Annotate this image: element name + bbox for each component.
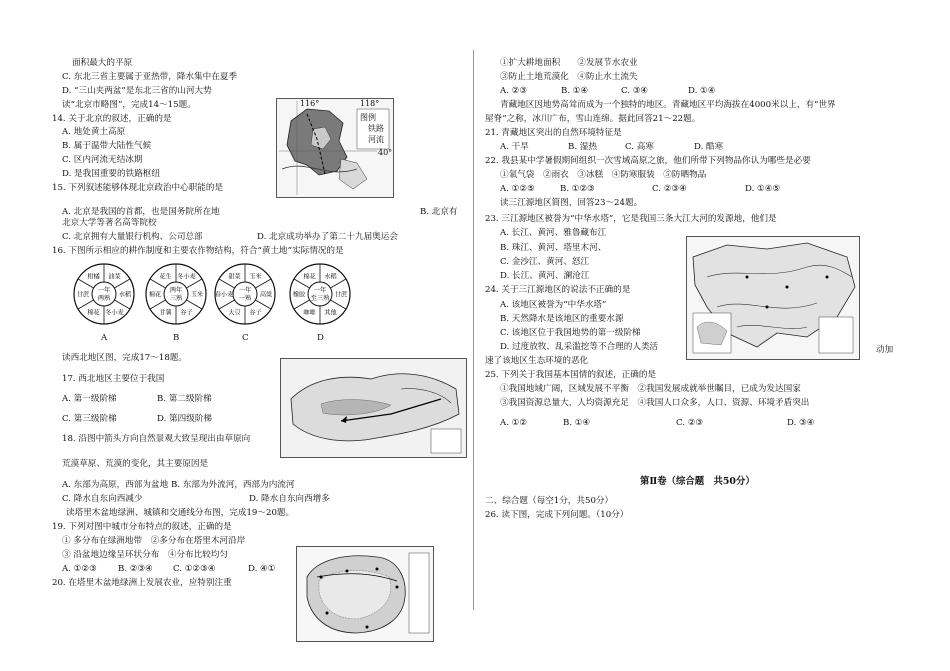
crop-wheel-1-item-5: 花生 xyxy=(159,273,172,281)
crop-wheel-3-item-0: 水稻 xyxy=(324,273,337,281)
left-line-33: C. ①②③④ xyxy=(173,564,216,574)
right-line-35: B. ①④ xyxy=(563,418,591,428)
right-line-12: D. 酷寒 xyxy=(694,142,724,152)
left-line-8: D. 是我国重要的铁路枢纽 xyxy=(62,169,160,179)
left-line-23: A. 东部为高原，西部为盆地 xyxy=(62,480,169,490)
left-line-24: B. 东部为外流河，西部为内流河 xyxy=(171,480,295,490)
left-line-19: C. 第三级阶梯 xyxy=(62,414,117,424)
crop-wheel-letter-1: B xyxy=(173,333,180,343)
left-line-28: 19. 下列对图中城市分布特点的叙述，正确的是 xyxy=(52,522,232,532)
right-line-17: C. ②③④ xyxy=(652,184,687,194)
left-line-12: C. 北京拥有大量银行机构、公司总部 xyxy=(62,232,203,242)
left-line-4: 14. 关于北京的叙述，正确的是 xyxy=(52,114,172,124)
left-line-16: 17. 西北地区主要位于我国 xyxy=(62,374,165,384)
left-line-29: ① 多分布在绿洲地带 ②多分布在塔里木河沿岸 xyxy=(62,536,246,546)
q15-option-b: B. 北京有 xyxy=(420,207,458,217)
crop-wheel-0-item-5: 柑橘 xyxy=(87,273,100,281)
right-line-5: D. ①④ xyxy=(688,86,716,96)
left-line-18: B. 第二级阶梯 xyxy=(157,394,212,404)
left-line-2: D. “三山夹两盆”是东北三省的山河大势 xyxy=(62,86,212,96)
right-line-24: D. 长江、黄河、澜沧江 xyxy=(500,271,590,281)
left-line-30: ③ 沿盆地边缘呈环状分布 ④分布比较均匀 xyxy=(62,550,229,560)
right-line-30: 速了该地区生态环境的恶化 xyxy=(485,356,589,366)
left-line-3: 读“北京市略图”，完成14～15题。 xyxy=(62,100,196,110)
sanjiangyuan-map-figure xyxy=(686,236,860,360)
left-line-34: D. ④① xyxy=(248,564,276,574)
crop-wheel-1-item-2: 谷子 xyxy=(180,309,193,317)
crop-wheel-0-item-1: 水稻 xyxy=(118,291,132,299)
left-line-0: 面积最大的平原 xyxy=(72,58,133,68)
right-line-40: 26. 读下图，完成下列问题。（10分） xyxy=(485,510,629,520)
right-line-38: 第Ⅱ卷（综合题 共50分） xyxy=(640,476,755,487)
crop-wheel-3 xyxy=(287,261,353,327)
right-line-4: C. ③④ xyxy=(621,86,649,96)
right-line-0: ①扩大耕地面积 ②发展节水农业 xyxy=(500,58,638,68)
right-line-2: A. ②③ xyxy=(500,86,528,96)
q24-line-tail: 动加 xyxy=(876,345,894,355)
right-line-10: B. 湿热 xyxy=(568,142,597,152)
right-line-13: 22. 我县某中学暑假期间组织一次雪域高原之旅，他们所带下列物品你认为哪些是必要 xyxy=(485,156,811,166)
crop-wheel-1-item-0: 冬小麦 xyxy=(177,273,196,281)
beijing-legend-title: 图例 xyxy=(360,113,376,122)
right-line-28: C. 该地区位于我国地势的第一级阶梯 xyxy=(500,328,641,338)
crop-wheel-1-item-3: 甘薯 xyxy=(159,309,172,317)
right-line-29: D. 过度放牧、乱采滥挖等不合理的人类活 xyxy=(500,342,659,352)
crop-wheel-0-item-0: 油菜 xyxy=(108,273,121,281)
left-line-14: 16. 下图所示相应的耕作制度和主要农作物结构，符合“黄土地”实际情况的是 xyxy=(52,246,344,256)
right-line-9: A. 干旱 xyxy=(500,142,529,152)
left-line-31: A. ①②③ xyxy=(62,564,97,574)
crop-wheel-2-item-4: 春小麦 xyxy=(214,291,234,299)
crop-wheel-0 xyxy=(71,261,137,327)
crop-wheel-1 xyxy=(143,261,209,327)
right-line-7: 屋脊”之称，冰川广布，雪山连绵。据此回答21～22题。 xyxy=(485,114,701,124)
left-line-6: B. 属于温带大陆性气候 xyxy=(62,141,152,151)
left-line-25: C. 降水自东向西减少 xyxy=(62,494,143,504)
right-line-1: ③防止土地荒漠化 ④防止水土流失 xyxy=(500,72,638,82)
tarim-basin-map-figure xyxy=(296,546,434,642)
right-line-15: A. ①②⑤ xyxy=(500,184,535,194)
crop-wheel-2-item-5: 甜菜 xyxy=(228,273,241,281)
right-line-39: 二、综合题（每空1分，共50分） xyxy=(485,496,614,506)
crop-wheel-0-item-3: 棉花 xyxy=(87,309,100,317)
right-line-31: 25. 下列关于我国基本国情的叙述，正确的是 xyxy=(485,370,657,380)
crop-wheel-2-center-1: 一熟 xyxy=(238,295,252,302)
left-line-7: C. 区内河流无结冰期 xyxy=(62,155,143,165)
crop-wheel-1-item-4: 棉花 xyxy=(148,291,162,299)
crop-wheel-2 xyxy=(212,261,278,327)
right-line-25: 24. 关于三江源地区的说法不正确的是 xyxy=(485,285,631,295)
right-line-26: A. 该地区被誉为“中华水塔” xyxy=(500,300,607,310)
right-line-16: B. ①②③ xyxy=(560,184,595,194)
beijing-lat: 40° xyxy=(378,148,393,157)
right-line-32: ①我国地域广阔，区域发展不平衡 ②我国发展成就举世瞩目，已成为发达国家 xyxy=(500,384,801,394)
left-line-35: 20. 在塔里木盆地绿洲上发展农业，应特别注重 xyxy=(52,578,232,588)
crop-wheel-0-item-4: 甘蔗 xyxy=(76,291,90,299)
crop-wheel-0-center-0: 一年 xyxy=(97,287,111,294)
beijing-legend-rail: 铁路 xyxy=(368,124,384,133)
crop-wheel-letter-3: D xyxy=(317,333,324,343)
left-line-20: D. 第四级阶梯 xyxy=(157,414,213,424)
right-line-22: B. 珠江、黄河、塔里木河、 xyxy=(500,243,607,253)
left-line-10: A. 北京是我国的首都，也是国务院所在地 xyxy=(62,207,220,217)
crop-wheel-3-item-3: 咖啡 xyxy=(303,309,316,317)
crop-wheel-1-center-1: 三熟 xyxy=(169,295,183,302)
column-divider xyxy=(473,50,474,610)
left-line-22: 荒漠草原、荒漠的变化，其主要原因是 xyxy=(62,459,209,469)
right-line-8: 21. 青藏地区突出的自然环境特征是 xyxy=(485,128,622,138)
left-line-26: D. 降水自东向西增多 xyxy=(249,494,330,504)
crop-wheel-3-item-2: 其他 xyxy=(324,309,337,317)
left-line-21: 18. 沿图中箭头方向自然景观大致呈现出由草原向 xyxy=(62,434,251,444)
left-line-32: B. ②③④ xyxy=(118,564,153,574)
right-line-36: C. ②③ xyxy=(676,418,704,428)
crop-wheel-3-item-1: 甘蔗 xyxy=(334,291,348,299)
left-line-17: A. 第一级阶梯 xyxy=(62,394,117,404)
right-line-33: ③我国资源总量大，人均资源充足 ④我国人口众多，人口、资源、环境矛盾突出 xyxy=(500,398,810,408)
right-line-21: A. 长江、黄河、雅鲁藏布江 xyxy=(500,228,607,238)
right-line-23: C. 金沙江、黄河、怒江 xyxy=(500,257,590,267)
right-line-37: D. ③④ xyxy=(787,418,815,428)
crop-wheel-2-item-1: 高粱 xyxy=(259,291,273,299)
crop-wheel-1-center-0: 两年 xyxy=(169,287,183,294)
crop-wheel-letter-0: A xyxy=(101,333,108,343)
left-line-1: C. 东北三省主要属于亚热带，降水集中在夏季 xyxy=(62,72,238,82)
crop-wheel-2-center-0: 一年 xyxy=(238,287,252,294)
left-line-13: D. 北京成功举办了第二十九届奥运会 xyxy=(257,232,398,242)
right-line-19: 读三江源地区简图，回答23～24题。 xyxy=(500,198,643,208)
right-line-3: B. ①④ xyxy=(561,86,589,96)
beijing-lon2: 118° xyxy=(360,99,380,108)
crop-wheel-1-item-1: 玉米 xyxy=(190,291,204,299)
right-line-6: 青藏地区因地势高耸而成为一个独特的地区。青藏地区平均海拔在4000米以上，有“世界 xyxy=(500,100,836,110)
northwest-map-figure xyxy=(280,358,467,458)
crop-wheel-0-center-1: 两熟 xyxy=(97,295,111,302)
beijing-lon1: 116° xyxy=(300,99,320,108)
right-line-14: ①氧气袋 ②雨衣 ③冰糕 ④防寒服装 ⑤防晒物品 xyxy=(500,170,707,180)
left-line-15: 读西北地区图，完成17～18题。 xyxy=(62,353,187,363)
left-line-9: 15. 下列叙述能够体现北京政治中心职能的是 xyxy=(52,183,224,193)
beijing-map-figure xyxy=(276,98,394,198)
beijing-legend-river: 河流 xyxy=(368,135,384,144)
crop-wheel-3-center-0: 一年 xyxy=(313,287,327,294)
crop-wheel-letter-2: C xyxy=(242,333,249,343)
right-line-18: D. ①④⑤ xyxy=(745,184,781,194)
left-line-5: A. 地处黄土高原 xyxy=(62,127,126,137)
crop-wheel-2-item-2: 谷子 xyxy=(249,309,262,317)
left-line-11: 北京大学等著名高等院校 xyxy=(62,218,157,228)
crop-wheel-3-center-1: 至三熟 xyxy=(310,295,330,302)
left-line-27: 读塔里木盆地绿洲、城镇和交通线分布图，完成19～20题。 xyxy=(66,508,295,518)
crop-wheel-0-item-2: 冬小麦 xyxy=(105,309,124,317)
right-line-20: 23. 三江源地区被誉为“中华水塔”，它是我国三条大江大河的发源地，他们是 xyxy=(485,214,777,224)
crop-wheel-3-item-5: 棉花 xyxy=(303,273,316,281)
crop-wheel-2-item-0: 玉米 xyxy=(249,273,262,281)
right-line-11: C. 高寒 xyxy=(625,142,654,152)
right-line-27: B. 天然降水是该地区的重要水源 xyxy=(500,314,624,324)
right-line-34: A. ①② xyxy=(500,418,528,428)
crop-wheel-3-item-4: 橡胶 xyxy=(292,291,306,299)
crop-wheel-2-item-3: 大豆 xyxy=(228,309,241,317)
